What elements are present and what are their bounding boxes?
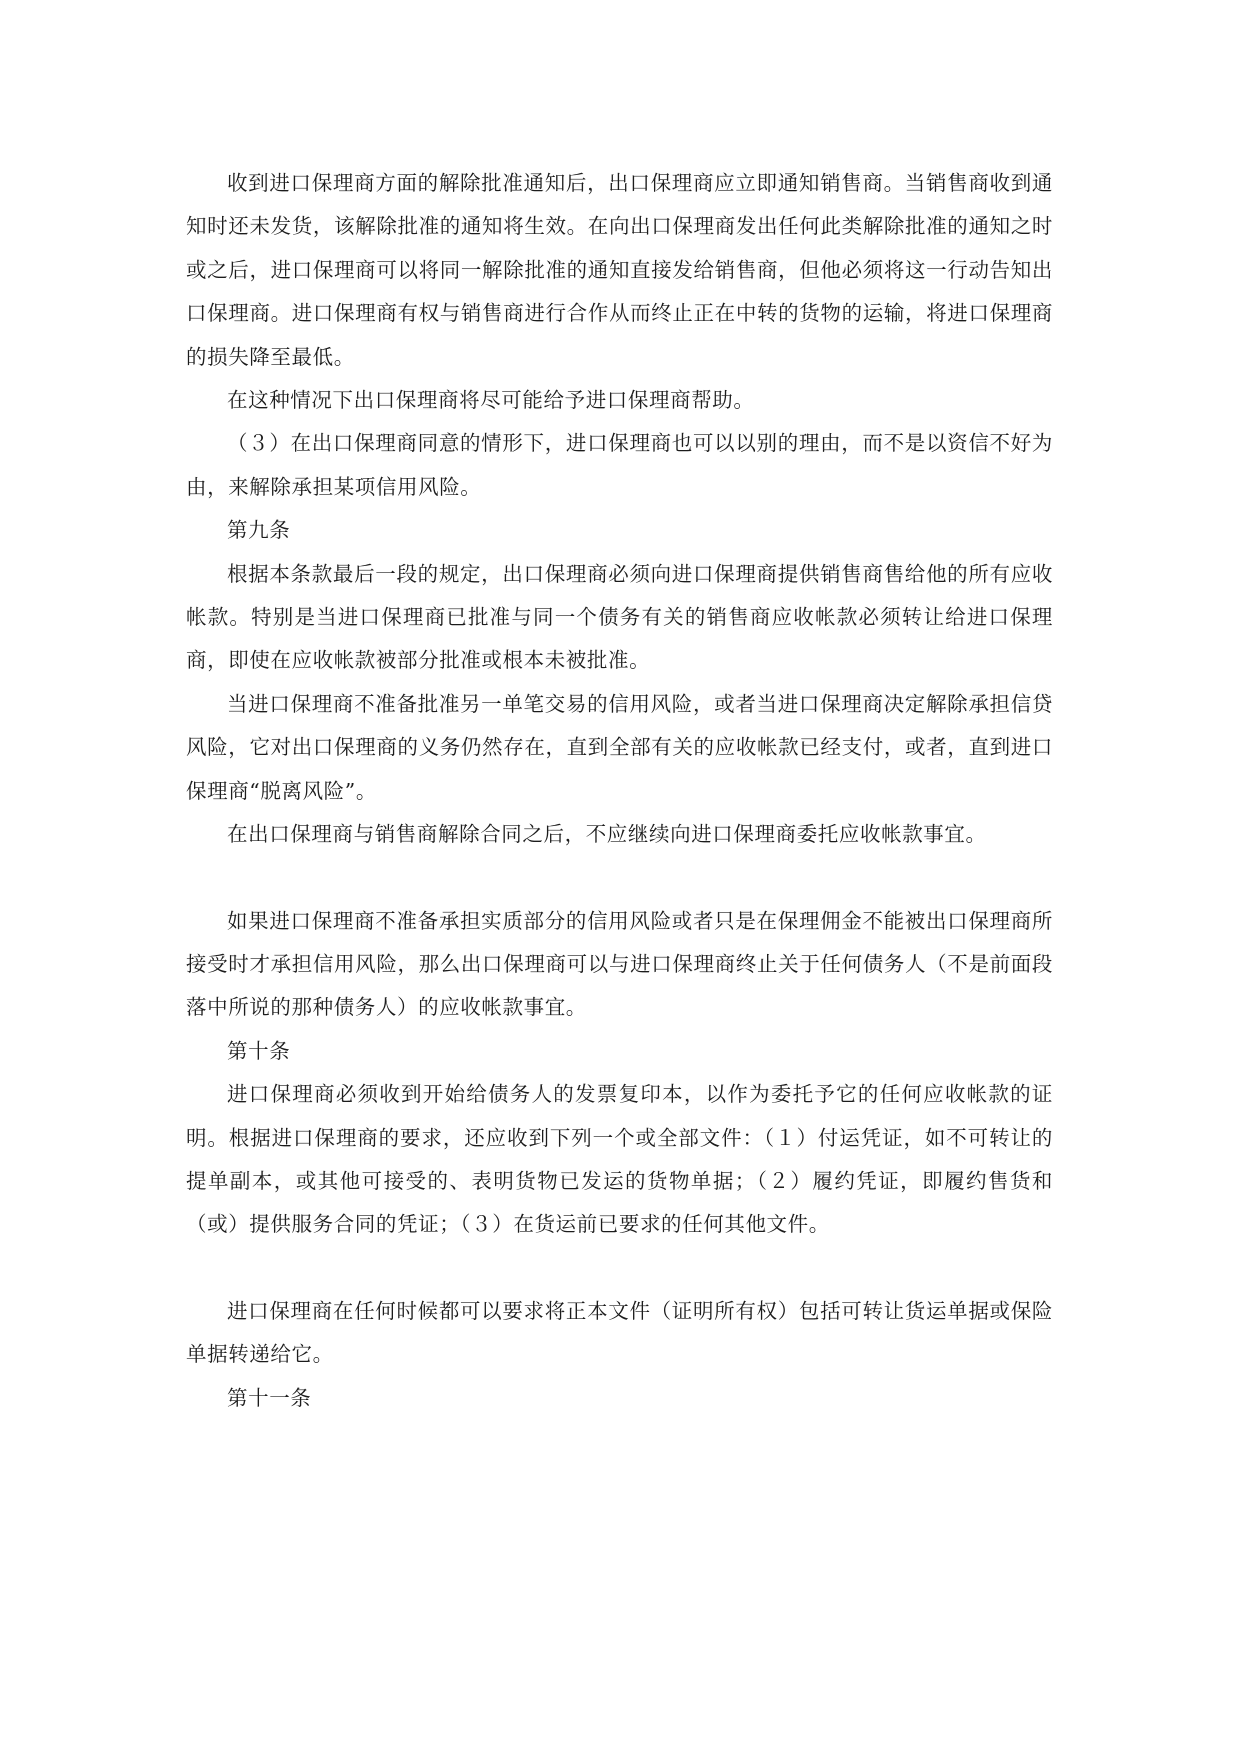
paragraph-article-9-receivables: 根据本条款最后一段的规定，出口保理商必须向进口保理商提供销售商售给他的所有应收帐款。特别是当进口保理商已批准与同一个债务有关的销售商应收帐款必须转让给进口保理商，即使在应收帐款被部分批准或根本未被批准。 <box>186 561 1053 673</box>
paragraph-article-9-credit-risk: 如果进口保理商不准备承担实质部分的信用风险或者只是在保理佣金不能被出口保理商所接受时才承担信用风险，那么出口保理商可以与进口保理商终止关于任何债务人（不是前面段落中所说的那种债务人）的应收帐款事宜。 <box>186 908 1053 1020</box>
paragraph-approval-withdrawal-notice: 收到进口保理商方面的解除批准通知后，出口保理商应立即通知销售商。当销售商收到通知时还未发货，该解除批准的通知将生效。在向出口保理商发出任何此类解除批准的通知之时或之后，进口保理商可以将同一解除批准的通知直接发给销售商，但他必须将这一行动告知出口保理商。进口保理商有权与销售商进行合作从而终止正在中转的货物的运输，将进口保理商的损失降至最低。 <box>186 171 1053 369</box>
paragraph-article-10-originals: 进口保理商在任何时候都可以要求将正本文件（证明所有权）包括可转让货运单据或保险单据转递给它。 <box>186 1298 1053 1367</box>
paragraph-article-9-termination: 在出口保理商与销售商解除合同之后，不应继续向进口保理商委托应收帐款事宜。 <box>227 822 987 847</box>
paragraph-export-factor-assistance: 在这种情况下出口保理商将尽可能给予进口保理商帮助。 <box>227 388 755 413</box>
article-11-heading: 第十一条 <box>227 1385 312 1410</box>
paragraph-article-10-documents: 进口保理商必须收到开始给债务人的发票复印本，以作为委托予它的任何应收帐款的证明。根据进口保理商的要求，还应收到下列一个或全部文件：（１）付运凭证，如不可转让的提单副本，或其他可接受的、表明货物已发运的货物单据；（２）履约凭证，即履约售货和（或）提供服务合同的凭证；（３）在货运前已要求的任何其他文件。 <box>186 1082 1053 1237</box>
paragraph-article-9-obligations: 当进口保理商不准备批准另一单笔交易的信用风险，或者当进口保理商决定解除承担信贷风险，它对出口保理商的义务仍然存在，直到全部有关的应收帐款已经支付，或者，直到进口保理商“脱离风险”。 <box>186 691 1053 803</box>
article-9-heading: 第九条 <box>227 518 291 543</box>
paragraph-clause-3: （３）在出口保理商同意的情形下，进口保理商也可以以别的理由，而不是以资信不好为由，来解除承担某项信用风险。 <box>186 431 1053 499</box>
article-10-heading: 第十条 <box>227 1038 291 1063</box>
